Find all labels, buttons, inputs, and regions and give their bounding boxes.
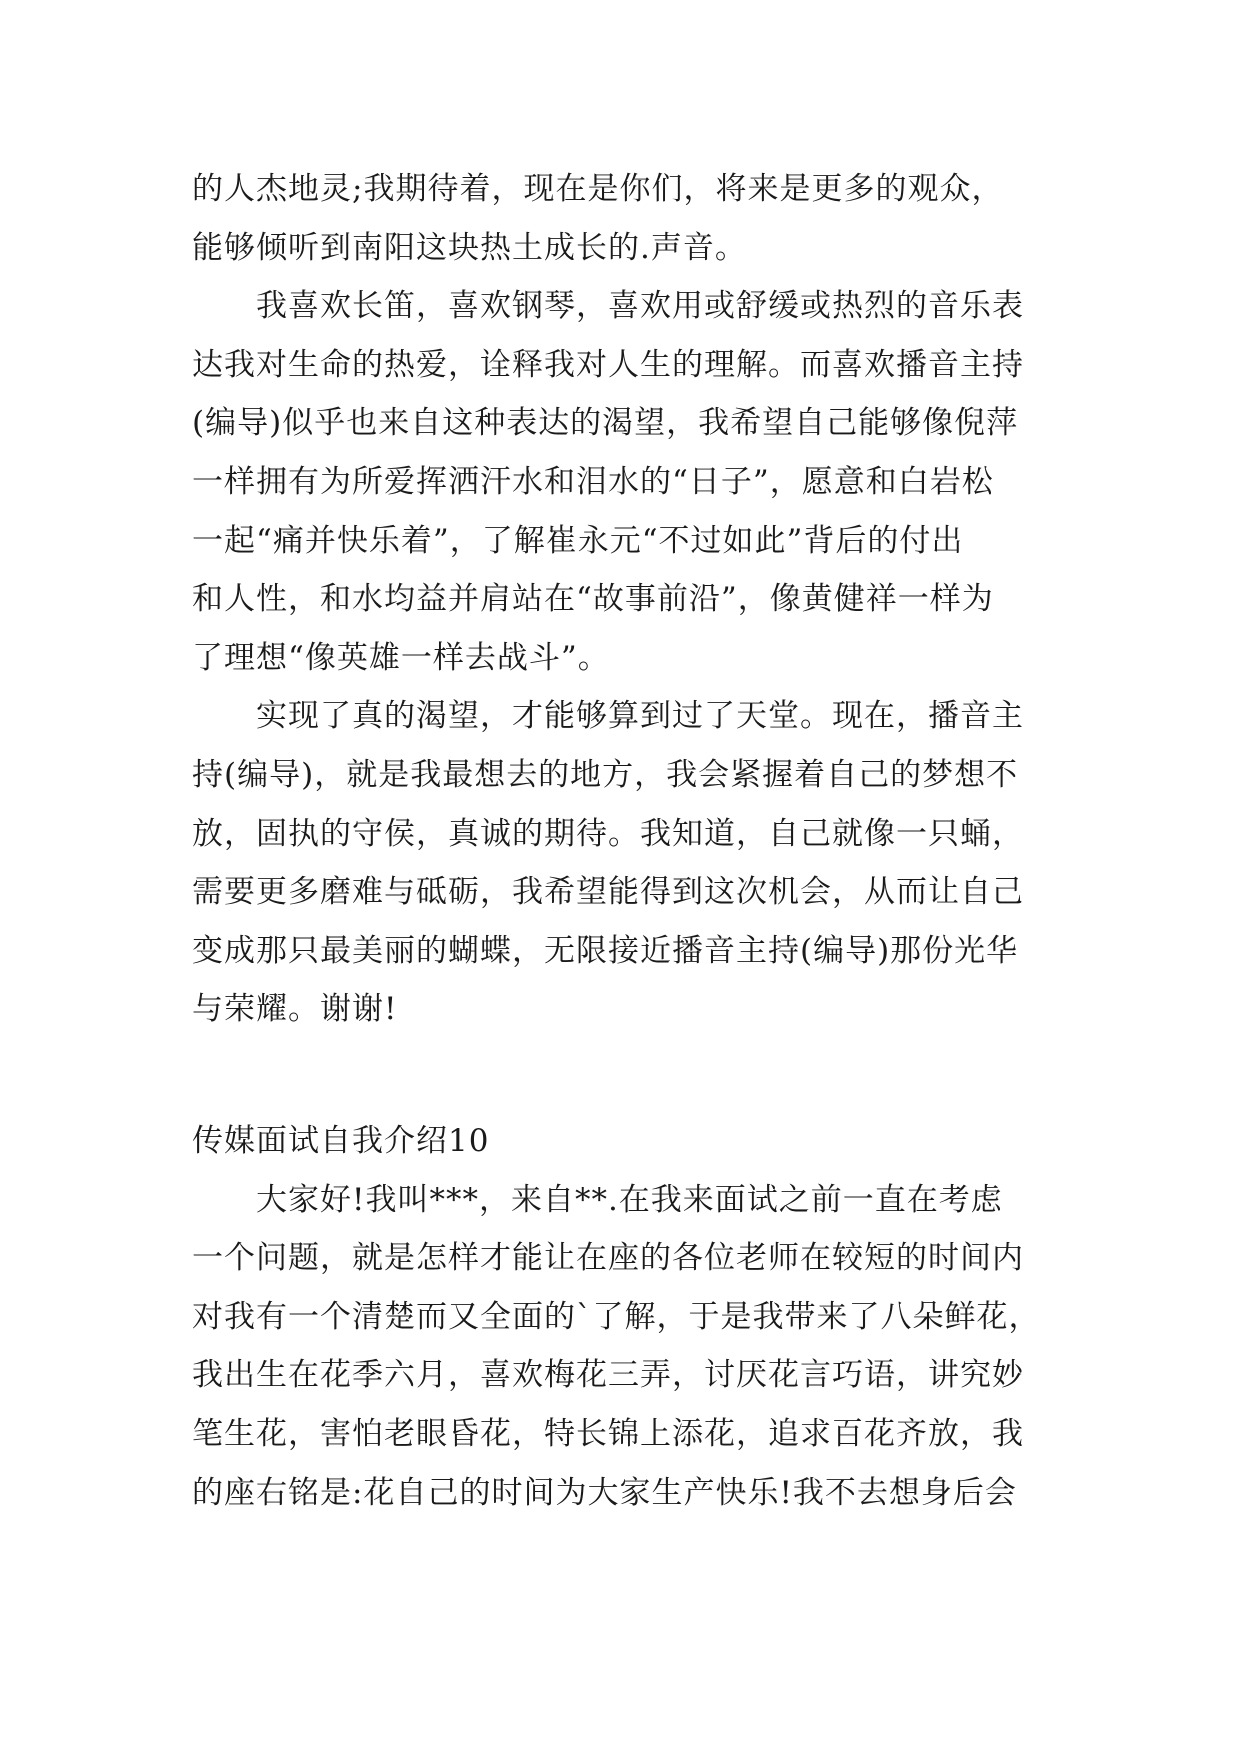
- paragraph-line: 大家好!我叫***，来自**.在我来面试之前一直在考虑: [256, 1181, 1003, 1218]
- paragraph-line: 我出生在花季六月，喜欢梅花三弄，讨厌花言巧语，讲究妙: [192, 1357, 1024, 1394]
- paragraph-line: 变成那只最美丽的蝴蝶，无限接近播音主持(编导)那份光华: [192, 932, 1019, 969]
- paragraph-line: 持(编导)，就是我最想去的地方，我会紧握着自己的梦想不: [192, 756, 1019, 793]
- paragraph-line: 了理想“像英雄一样去战斗”。: [192, 639, 610, 676]
- paragraph-line: 一个问题，就是怎样才能让在座的各位老师在较短的时间内: [192, 1240, 1024, 1277]
- paragraph-line: 一起“痛并快乐着”，了解崔永元“不过如此”背后的付出: [192, 522, 964, 559]
- text-block-lower: [192, 1112, 1052, 1522]
- paragraph-line: 需要更多磨难与砥砺，我希望能得到这次机会，从而让自己: [192, 874, 1024, 911]
- paragraph-line: 对我有一个清楚而又全面的`了解，于是我带来了八朵鲜花，: [192, 1298, 1041, 1335]
- paragraph-line: 放，固执的守侯，真诚的期待。我知道，自己就像一只蛹，: [192, 815, 1024, 852]
- paragraph-line: 我喜欢长笛，喜欢钢琴，喜欢用或舒缓或热烈的音乐表: [256, 288, 1024, 325]
- paragraph-line: 达我对生命的热爱，诠释我对人生的理解。而喜欢播音主持: [192, 346, 1024, 383]
- paragraph-line: 笔生花，害怕老眼昏花，特长锦上添花，追求百花齐放，我: [192, 1415, 1024, 1452]
- paragraph-line: 能够倾听到南阳这块热土成长的.声音。: [192, 229, 747, 266]
- paragraph-line: 的座右铭是:花自己的时间为大家生产快乐!我不去想身后会: [192, 1474, 1017, 1511]
- text-block-upper: [192, 160, 1052, 1039]
- paragraph-line: (编导)似乎也来自这种表达的渴望，我希望自己能够像倪萍: [192, 405, 1019, 442]
- paragraph-line: 和人性，和水均益并肩站在“故事前沿”，像黄健祥一样为: [192, 581, 994, 618]
- paragraph-line: 的人杰地灵;我期待着，现在是你们，将来是更多的观众，: [192, 171, 1004, 207]
- paragraph-line: 与荣耀。谢谢!: [192, 991, 398, 1028]
- section-title: 传媒面试自我介绍10: [192, 1123, 490, 1159]
- paragraph-line: 一样拥有为所爱挥洒汗水和泪水的“日子”，愿意和白岩松: [192, 463, 994, 500]
- paragraph-line: 实现了真的渴望，才能够算到过了天堂。现在，播音主: [256, 698, 1024, 735]
